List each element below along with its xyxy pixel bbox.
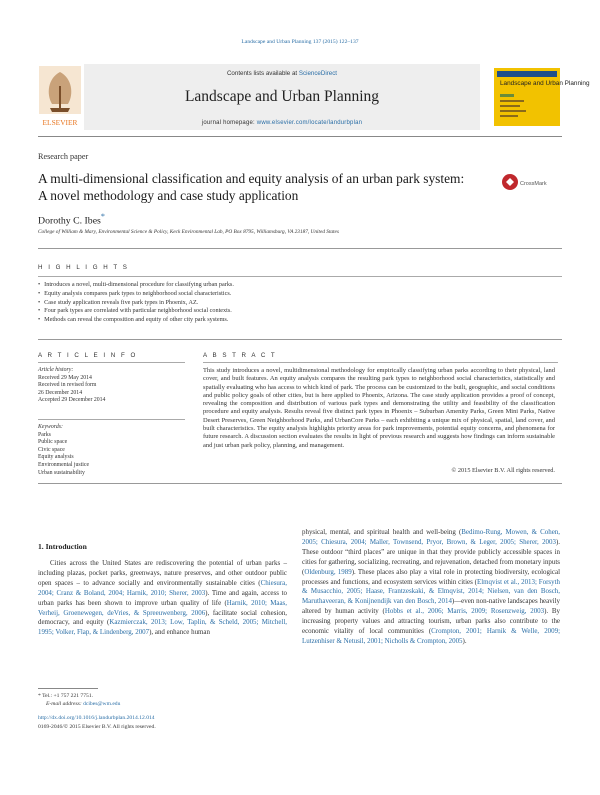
reference-link[interactable]: Kazmierczak, 2013; Low, Taplin, & Scheld, 2005; Mitchell, 1995; Volker, Flap, & Lindenberg, 2007 [38, 618, 287, 637]
author-footnote-mark[interactable]: * [100, 212, 105, 221]
abstract-text: This study introduces a novel, multidimensional methodology for empirically classifying urban parks according to their physical, land cover, and built features. An equity analysis compares the resulting park types to neighborhood social characteristics, statistically and spatially evaluating who has access to which kind of park. The process can be customized to the built, geographic, and social conditions and public policy goals of other cities, but is here applied to Phoenix, Arizona. The case study application provides a proof of concept, revealing the composition and distribution of various park types and demonstrating the utility and feasibility of the classification procedure and equity analysis. Results reveal five distinct park types in Phoenix – Suburban Amenity Parks, Green Mini Parks, Native Desert Preserves, Green Neighborhood Parks, and UrbanCore Parks – each exhibiting a unique mix of physical, spatial, land cover, and built characteristics. The equity analysis highlights priority areas for park improvements, potential equity concerns, and phenomena for future research. A discussion section evaluates the results in light of previous research and suggests how findings can inform sustainable and just urban park policy, planning, and management. [203, 367, 555, 449]
highlights-list [38, 281, 558, 325]
footnote-email-line [38, 700, 120, 708]
keyword: Urban sustainability [38, 469, 85, 476]
reference-link[interactable]: Chiesura, 2004; Cranz & Boland, 2004; Harnik, 2010; Sherer, 2003 [38, 578, 287, 597]
elsevier-logo[interactable] [38, 64, 82, 130]
homepage-prefix: journal homepage: [201, 120, 257, 126]
article-history [38, 367, 186, 405]
introduction-heading: 1. Introduction [38, 542, 87, 551]
masthead-band [84, 64, 480, 130]
author-affiliation: College of William & Mary, Environmental Science & Policy, Keck Environmental Lab, PO Box 8795, Williamsburg, VA 23187, United States [38, 229, 339, 235]
author-name: Dorothy C. Ibes [38, 215, 101, 227]
divider [38, 248, 562, 249]
journal-cover-image[interactable] [494, 68, 590, 126]
abstract-heading: A B S T R A C T [203, 352, 277, 359]
divider [38, 419, 185, 420]
reference-link[interactable]: Bedimo-Rung, Mowen, & Cohen, 2005; Chiesura, 2004; Maller, Townsend, Pryor, Brown, & Leger, 2005; Sherer, 2003 [302, 528, 560, 546]
journal-citation[interactable]: Landscape and Urban Planning 137 (2015) 122–137 [241, 39, 359, 45]
article-type: Research paper [38, 152, 89, 161]
crossmark-label: CrossMark [520, 181, 547, 187]
body-text: ). These places also play a vital role in protecting biodiversity, ecological processes and functions, and ecosystem services within cities ( [302, 567, 560, 586]
cover-title: Landscape and Urban Planning [500, 80, 590, 87]
crossmark-badge[interactable] [500, 172, 552, 192]
masthead-divider [38, 136, 562, 137]
body-text: ). Time and again, access to urban parks has been shown to improve urban quality of life ( [38, 588, 287, 607]
footnote-divider [38, 688, 98, 689]
body-text: ). By increasing property values and attracting tourism, urban parks also contribute to the economic vitality of local communities ( [302, 607, 561, 636]
body-text: ), facilitate social cohesion, democracy, and equity ( [38, 608, 287, 627]
history-line: 26 December 2014 [38, 389, 83, 396]
highlight-item: • Equity analysis compares park types to neighborhood social characteristics. [38, 290, 558, 299]
keyword: Parks [38, 431, 51, 438]
reference-link[interactable]: Oldenburg, 1989 [304, 567, 352, 576]
introduction-paragraph-left [38, 559, 287, 638]
divider [38, 276, 562, 277]
journal-title[interactable]: Landscape and Urban Planning [184, 88, 380, 105]
homepage-line [84, 120, 480, 126]
sciencedirect-link[interactable]: ScienceDirect [298, 70, 338, 77]
highlights-heading: H I G H L I G H T S [38, 264, 129, 271]
body-text: physical, mental, and spiritual health and well-being ( [302, 528, 462, 536]
issn-line: 0169-2046/© 2015 Elsevier B.V. All rights reserved. [38, 724, 156, 730]
article-info-heading: A R T I C L E I N F O [38, 352, 138, 359]
body-text: ). These outdoor “third places” are unique in that they provide publicly accessible spaces in cities for gathering, socializing, recreating, and rejuvenation, detached from monetary inputs ( [302, 537, 560, 576]
history-label: Article history: [38, 367, 74, 373]
email-link[interactable]: dcibes@wm.edu [83, 701, 121, 707]
reference-link[interactable]: Crompton, 2001; Harnik & Welle, 2009; Lutzenhiser & Netusil, 2001; Nicholls & Crompton, 2005 [302, 627, 560, 645]
author-line [38, 212, 105, 226]
reference-link[interactable]: Elmqvist et al., 2013; Forsyth & Musacchio, 2005; Haase, Frantzeskaki, & Elmqvist, 2014; Nielsen, van den Bosch, Maruthaveeran, & Konijnendijk van den Bosch, 2014 [302, 577, 560, 606]
reference-link[interactable]: Harnik, 2010; Maas, Verheij, Groenewegen, deVries, & Spreeuwenberg, 2006 [38, 598, 287, 617]
contents-line [84, 70, 480, 77]
divider [38, 362, 185, 363]
publisher-name: ELSEVIER [42, 118, 78, 127]
keywords [38, 424, 186, 477]
introduction-paragraph-right [302, 528, 560, 647]
history-line: Received 29 May 2014 [38, 374, 92, 381]
keyword: Environmental justice [38, 461, 90, 468]
body-text: ), and enhance human [149, 628, 210, 637]
divider [38, 339, 562, 340]
journal-masthead [38, 64, 590, 130]
keyword: Public space [38, 439, 68, 446]
footnote-telephone: * Tel.: +1 757 221 7751. [38, 693, 94, 699]
body-text: Cities across the United States are rediscovering the potential of urban parks – including plazas, pocket parks, greenways, nature preserves, and other outdoor public open spaces – to advance socially and environmentally sustainable cities ( [38, 559, 287, 587]
reference-link[interactable]: Hobbs et al., 2006; Marris, 2009; Rosenzweig, 2003 [384, 607, 545, 616]
abstract-copyright: © 2015 Elsevier B.V. All rights reserved. [451, 467, 555, 474]
body-text: ). [462, 636, 467, 645]
keyword: Civic space [38, 446, 65, 453]
highlight-item: • Introduces a novel, multi-dimensional procedure for classifying urban parks. [38, 281, 558, 290]
homepage-link[interactable]: www.elsevier.com/locate/landurbplan [256, 120, 363, 126]
article-title: A multi-dimensional classification and equity analysis of an urban park system: A novel methodology and case study application [38, 171, 465, 203]
contents-prefix: Contents lists available at [226, 70, 299, 77]
author-footnote [38, 692, 120, 708]
body-text: )—even non-native landscapes heavily altered by human activity ( [302, 597, 561, 616]
history-line: Received in revised form [38, 382, 97, 389]
highlight-item: • Four park types are correlated with particular neighborhood social contexts. [38, 307, 558, 316]
highlight-item: • Methods can reveal the composition and equity of other city park systems. [38, 316, 558, 325]
keywords-label: Keywords: [38, 424, 63, 430]
doi-link[interactable]: http://dx.doi.org/10.1016/j.landurbplan.2014.12.014 [38, 715, 155, 721]
divider [203, 362, 558, 363]
highlight-item: • Case study application reveals five park types in Phoenix, AZ. [38, 299, 558, 308]
divider [38, 483, 562, 484]
history-line: Accepted 29 December 2014 [38, 397, 106, 404]
email-label: E-mail address: [46, 701, 84, 707]
keyword: Equity analysis [38, 454, 74, 461]
